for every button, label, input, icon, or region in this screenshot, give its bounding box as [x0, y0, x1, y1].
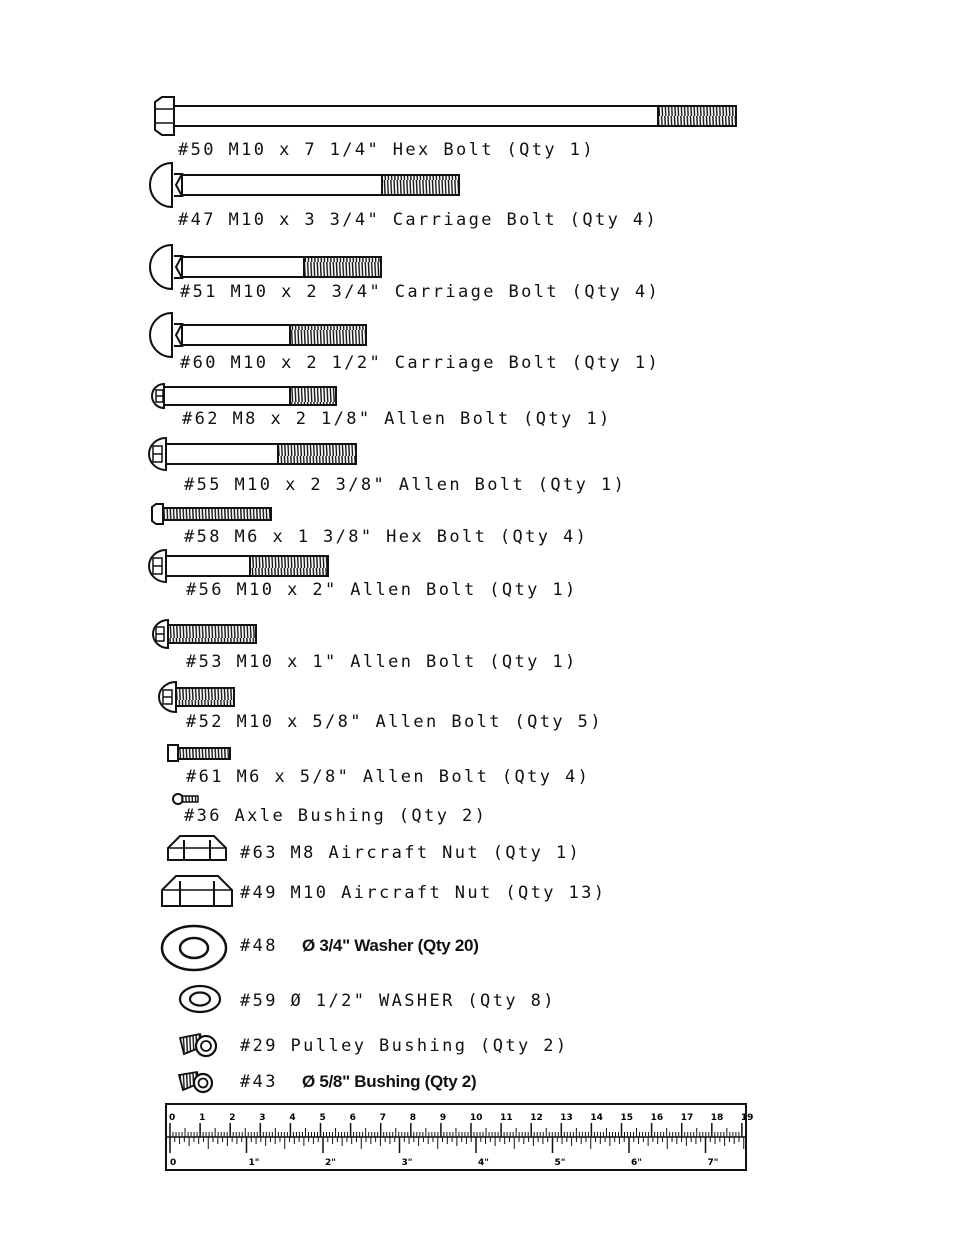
ruler-inch-label: 7"	[707, 1158, 719, 1168]
ruler-cm-label: 15	[620, 1113, 634, 1123]
part-label-48-desc: Ø 3/4" Washer (Qty 20)	[302, 936, 479, 955]
carriage-bolt-icon	[150, 160, 462, 210]
aircraft-nut-icon	[160, 874, 234, 908]
hex-bolt-icon	[152, 96, 738, 136]
part-label-52: #52 M10 x 5/8" Allen Bolt (Qty 5)	[186, 712, 603, 732]
part-label-49: #49 M10 Aircraft Nut (Qty 13)	[240, 883, 607, 903]
part-label-51: #51 M10 x 2 3/4" Carriage Bolt (Qty 4)	[180, 282, 661, 302]
ruler-cm-label: 17	[680, 1113, 694, 1123]
part-label-36: #36 Axle Bushing (Qty 2)	[184, 806, 488, 826]
ruler-inch-label: 0	[170, 1158, 177, 1168]
hex-bolt-icon	[150, 503, 274, 525]
allen-bolt-icon	[146, 436, 360, 472]
part-label-58: #58 M6 x 1 3/8" Hex Bolt (Qty 4)	[184, 527, 589, 547]
ruler-inch-label: 1"	[248, 1158, 260, 1168]
part-label-56: #56 M10 x 2" Allen Bolt (Qty 1)	[186, 580, 578, 600]
ruler-inch-label: 6"	[631, 1158, 642, 1168]
ruler-inch-label: 5"	[554, 1158, 566, 1168]
ruler-cm-label: 8	[409, 1113, 417, 1123]
part-label-55: #55 M10 x 2 3/8" Allen Bolt (Qty 1)	[184, 475, 627, 495]
ruler-cm-label: 9	[439, 1113, 447, 1123]
ruler-cm-label: 13	[560, 1113, 573, 1123]
part-label-62: #62 M8 x 2 1/8" Allen Bolt (Qty 1)	[182, 409, 612, 429]
ruler-cm-label: 7	[379, 1113, 386, 1123]
ruler-cm-label: 4	[289, 1113, 296, 1123]
part-label-47: #47 M10 x 3 3/4" Carriage Bolt (Qty 4)	[178, 210, 659, 230]
part-label-50: #50 M10 x 7 1/4" Hex Bolt (Qty 1)	[178, 140, 595, 160]
ruler-cm-label: 1	[199, 1113, 206, 1123]
measuring-ruler	[162, 1098, 754, 1174]
bushing-icon	[176, 1070, 214, 1094]
ruler-cm-label: 10	[470, 1113, 483, 1123]
ruler-cm-label: 18	[710, 1113, 724, 1123]
ruler-inch-label: 3"	[401, 1158, 413, 1168]
ruler-cm-label: 2	[229, 1113, 236, 1123]
allen-bolt-icon	[146, 548, 332, 584]
ruler-inch-label: 4"	[478, 1158, 489, 1168]
washer-icon	[178, 984, 222, 1014]
ruler-cm-label: 5	[319, 1113, 326, 1123]
ruler-cm-label: 3	[259, 1113, 266, 1123]
part-label-61: #61 M6 x 5/8" Allen Bolt (Qty 4)	[186, 767, 591, 787]
pulley-bushing-icon	[176, 1032, 218, 1058]
part-label-59: #59 Ø 1/2" WASHER (Qty 8)	[240, 991, 556, 1011]
ruler-cm-label: 14	[590, 1113, 603, 1123]
allen-bolt-icon	[166, 742, 234, 764]
part-label-48: #48	[240, 936, 278, 956]
ruler-cm-label: 6	[349, 1113, 356, 1123]
axle-bushing-icon	[172, 792, 200, 806]
aircraft-nut-icon	[166, 834, 228, 862]
washer-icon	[160, 924, 228, 972]
ruler-inch-label: 2"	[325, 1158, 336, 1168]
allen-bolt-icon	[150, 618, 260, 650]
part-label-43: #43	[240, 1072, 278, 1092]
part-label-29: #29 Pulley Bushing (Qty 2)	[240, 1036, 569, 1056]
ruler-cm-label: 0	[169, 1113, 176, 1123]
part-label-63: #63 M8 Aircraft Nut (Qty 1)	[240, 843, 582, 863]
allen-bolt-icon	[150, 382, 340, 410]
part-label-43-desc: Ø 5/8" Bushing (Qty 2)	[302, 1072, 477, 1091]
part-label-53: #53 M10 x 1" Allen Bolt (Qty 1)	[186, 652, 578, 672]
ruler-cm-label: 12	[530, 1113, 543, 1123]
ruler-cm-label: 16	[650, 1113, 664, 1123]
part-label-60: #60 M10 x 2 1/2" Carriage Bolt (Qty 1)	[180, 353, 661, 373]
ruler-cm-label: 19	[740, 1113, 754, 1123]
allen-bolt-icon	[156, 680, 238, 714]
ruler-cm-label: 11	[500, 1113, 513, 1123]
